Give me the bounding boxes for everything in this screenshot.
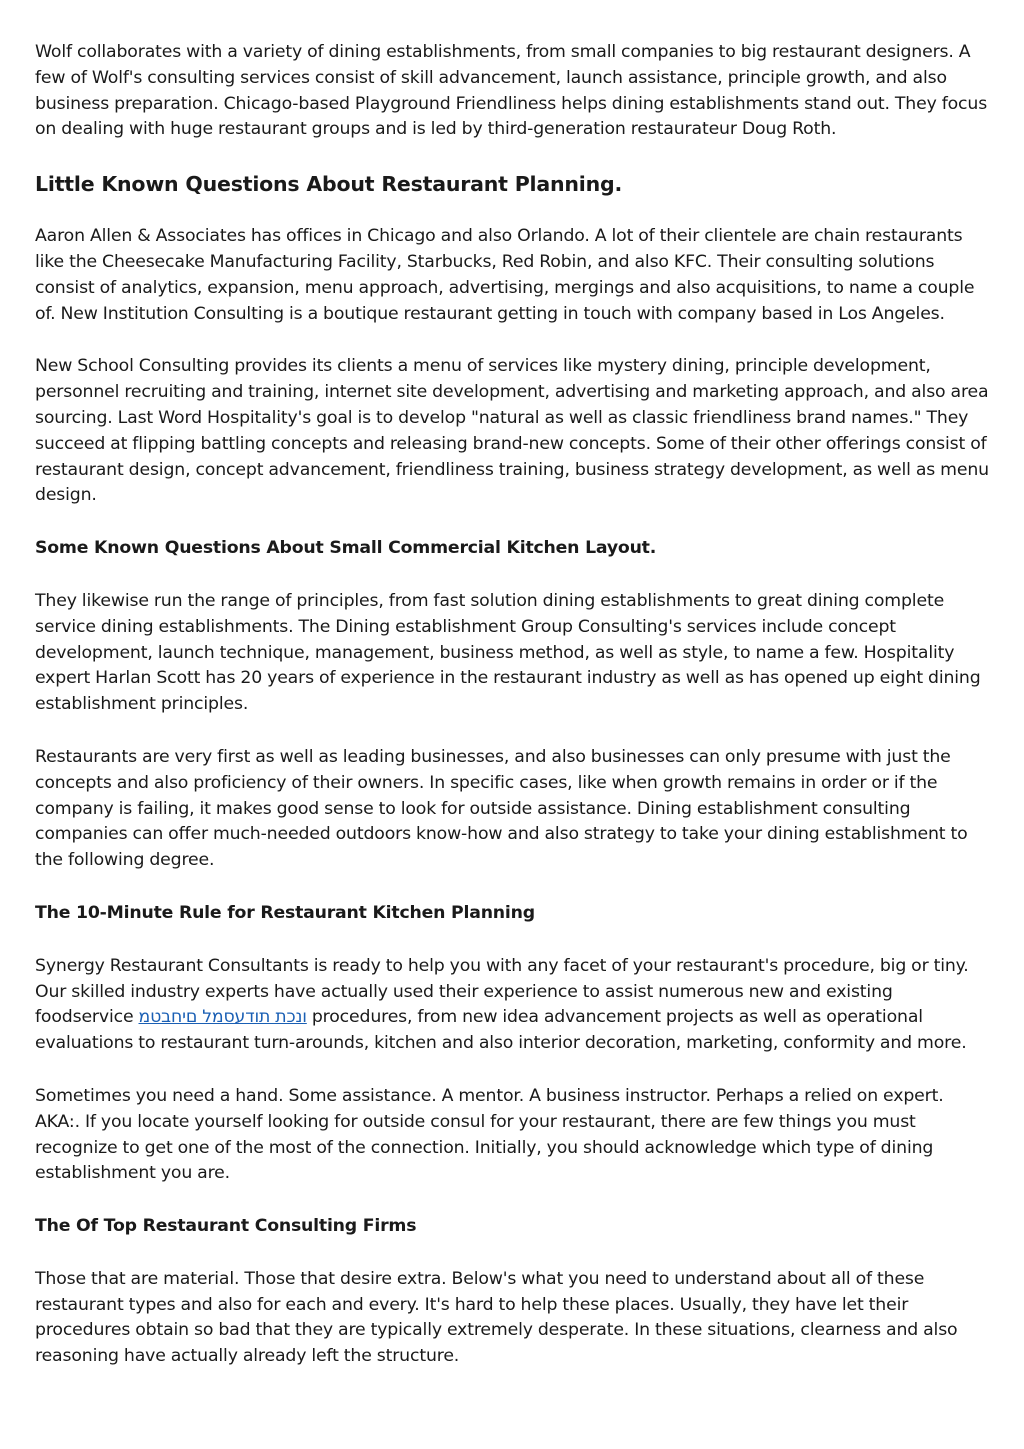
paragraph-wolf: Wolf collaborates with a variety of dining establishments, from small companies to big restaurant designers. A few of Wolf's consulting services consist of skill advancement, launch assistance, principle growth, and also business preparation. Chicago-based Playground Friendliness helps dining establishments stand out. They focus on dealing with huge restaurant groups and is led by third-generation restaurateur Doug Roth. [35, 42, 988, 140]
paragraph-aaron-allen: Aaron Allen & Associates has offices in Chicago and also Orlando. A lot of their clientele are chain restaurants like the Cheesecake Manufacturing Facility, Starbucks, Red Robin, and also KFC. Their consulting solutions consist of analytics, expansion, menu approach, advertising, mergings and also acquisitions, to name a couple of. New Institution Consulting is a boutique restaurant getting in touch with company based in Los Angeles. [35, 226, 975, 324]
foodservice-link[interactable]: ונכת תודעסמל םיחבטמ [138, 1007, 307, 1028]
paragraph-synergy-text-end: procedures, from new idea advancement projects as well as operational evaluations to restaurant turn-arounds, kitchen and also interior decoration, marketing, conformity and more. [35, 1007, 967, 1054]
heading-10-minute-rule: The 10-Minute Rule for Restaurant Kitchen Planning [35, 902, 535, 923]
paragraph-synergy-text-start: Synergy Restaurant Consultants is ready to help you with any facet of your restaurant's procedure, big or tiny. Our skilled industry experts have actually used their experience to assist numerous new and existing foodservice [35, 955, 969, 1028]
paragraph-material: Those that are material. Those that desire extra. Below's what you need to understand about all of these restaurant types and also for each and every. It's hard to help these places. Usually, they have let their procedures obtain so bad that they are typically extremely desperate. In these situations, clearness and also reasoning have actually already left the structure. [35, 1268, 958, 1367]
heading-kitchen-layout: Some Known Questions About Small Commercial Kitchen Layout. [35, 538, 657, 559]
heading-top-consulting-firms: The Of Top Restaurant Consulting Firms [35, 1216, 417, 1237]
paragraph-range-of-principles: They likewise run the range of principles, from fast solution dining establishments to great dining complete service dining establishments. The Dining establishment Group Consulting's services include concept development, launch technique, management, business method, as well as style, to name a few. Hospitality expert Harlan Scott has 20 years of experience in the restaurant industry as well as has opened up eight dining establishment principles. [35, 590, 981, 715]
heading-restaurant-planning: Little Known Questions About Restaurant Planning. [35, 172, 623, 197]
paragraph-synergy [35, 954, 989, 1057]
paragraph-new-school: New School Consulting provides its clients a menu of services like mystery dining, principle development, personnel recruiting and training, internet site development, advertising and marketing approach, and also area sourcing. Last Word Hospitality's goal is to develop "natural as well as classic friendliness brand names." They succeed at flipping battling concepts and releasing brand-new concepts. Some of their other offerings consist of restaurant design, concept advancement, friendliness training, business strategy development, as well as menu design. [35, 356, 989, 506]
paragraph-need-a-hand: Sometimes you need a hand. Some assistance. A mentor. A business instructor. Perhaps a relied on expert. AKA:. If you locate yourself looking for outside consul for your restaurant, there are few things you must recognize to get one of the most of the connection. Initially, you should acknowledge which type of dining establishment you are. [35, 1085, 944, 1184]
paragraph-restaurants-businesses: Restaurants are very first as well as leading businesses, and also businesses can only presume with just the concepts and also proficiency of their owners. In specific cases, like when growth remains in order or if the company is failing, it makes good sense to look for outside assistance. Dining establishment consulting companies can offer much-needed outdoors know-how and also strategy to take your dining establishment to the following degree. [35, 746, 968, 871]
